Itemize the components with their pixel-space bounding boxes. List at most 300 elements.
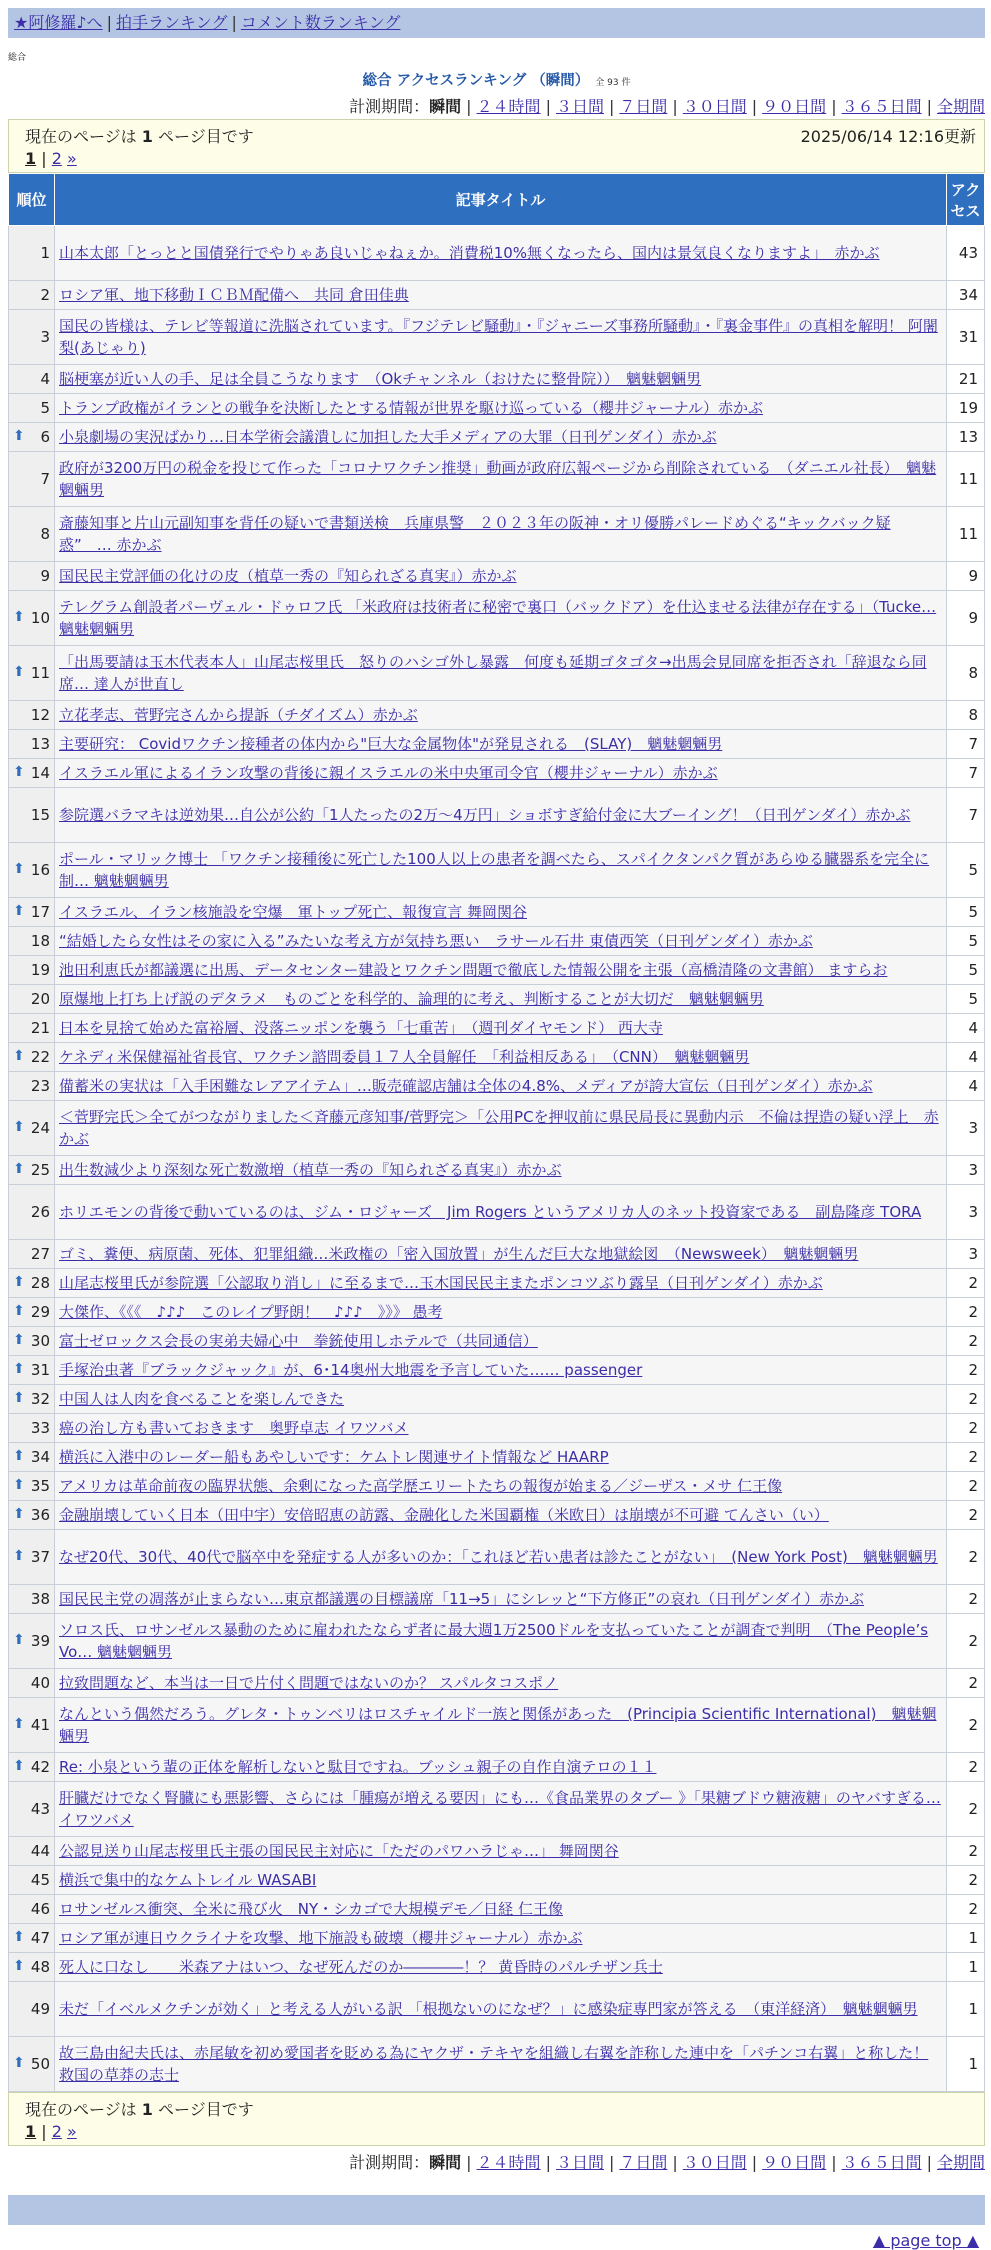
rank-number: 49 bbox=[30, 2000, 50, 2018]
rank-cell bbox=[9, 226, 55, 281]
article-link[interactable]: 政府が3200万円の税金を投じて作った「コロナワクチン推奨」動画が政府広報ページから削除されている （ダニエル社長） 魑魅魍魎男 bbox=[59, 459, 937, 499]
rank-cell bbox=[9, 310, 55, 365]
table-row bbox=[9, 423, 985, 452]
period-option-top-1[interactable]: ３日間 bbox=[555, 97, 604, 116]
page-title: 総合 アクセスランキング （瞬間） bbox=[362, 73, 590, 89]
period-label: 計測期間： bbox=[349, 97, 430, 116]
period-option-top-4[interactable]: ９０日間 bbox=[762, 97, 827, 116]
article-link[interactable]: 横浜で集中的なケムトレイル WASABI bbox=[59, 1871, 317, 1889]
table-row bbox=[9, 1501, 985, 1530]
title-cell bbox=[55, 310, 947, 365]
rank-number: 9 bbox=[40, 567, 50, 585]
total-count: 全 93 件 bbox=[595, 78, 631, 88]
title-cell bbox=[55, 394, 947, 423]
article-link[interactable]: ポール・マリック博士 「ワクチン接種後に死亡した100人以上の患者を調べたら、スパイクタンパク質があらゆる臓器系を完全に制… 魑魅魍魎男 bbox=[59, 850, 930, 890]
article-link[interactable]: ケネディ米保健福祉省長官、ワクチン諮問委員１７人全員解任 「利益相反ある」 （CNN） 魑魅魍魎男 bbox=[59, 1048, 750, 1066]
table-row bbox=[9, 1298, 985, 1327]
rank-cell bbox=[9, 1443, 55, 1472]
period-option-top-3[interactable]: ３０日間 bbox=[682, 97, 747, 116]
table-row bbox=[9, 1185, 985, 1240]
article-link[interactable]: 参院選バラマキは逆効果…自公が公約「1人たったの2万～4万円」ショボすぎ給付金に大ブーイング！（日刊ゲンダイ）赤かぶ bbox=[59, 806, 911, 824]
table-row bbox=[9, 1240, 985, 1269]
period-separator: | bbox=[926, 97, 932, 116]
table-row bbox=[9, 1472, 985, 1501]
article-link[interactable]: 原爆地上打ち上げ説のデタラメ ものごとを科学的、論理的に考え、判断することが大切だ 魑魅魍魎男 bbox=[59, 990, 764, 1008]
title-cell bbox=[55, 452, 947, 507]
article-link[interactable]: イスラエル、イラン核施設を空爆 軍トップ死亡、報復宣言 舞岡関谷 bbox=[59, 903, 527, 921]
pager-page-link[interactable]: 2 bbox=[51, 149, 62, 168]
article-link[interactable]: 備蓄米の実状は「入手困難なレアアイテム」…販売確認店舗は全体の4.8%、メディアが誇大宣伝（日刊ゲンダイ）赤かぶ bbox=[59, 1077, 873, 1095]
rank-cell bbox=[9, 507, 55, 562]
access-count: 8 bbox=[947, 701, 985, 730]
rank-cell bbox=[9, 701, 55, 730]
period-option-top-5[interactable]: ３６５日間 bbox=[841, 97, 922, 116]
access-count: 3 bbox=[947, 1101, 985, 1156]
article-link[interactable]: 国民民主党の凋落が止まらない…東京都議選の目標議席「11→5」にシレッと“下方修正”の哀れ（日刊ゲンダイ）赤かぶ bbox=[59, 1590, 865, 1608]
rank-number: 32 bbox=[30, 1390, 50, 1408]
period-separator: | bbox=[466, 2153, 472, 2172]
rank-cell bbox=[9, 1385, 55, 1414]
rank-number: 29 bbox=[30, 1303, 50, 1321]
rank-number: 25 bbox=[30, 1161, 50, 1179]
article-link[interactable]: テレグラム創設者パーヴェル・ドゥロフ氏 「米政府は技術者に秘密で裏口（バックドア）を仕込ませる法律が存在する」（Tucke… 魑魅魍魎男 bbox=[59, 598, 937, 638]
article-link[interactable]: 中国人は人肉を食べることを楽しんできた bbox=[59, 1390, 345, 1408]
table-row bbox=[9, 1443, 985, 1472]
ranking-table bbox=[8, 173, 985, 2092]
title-cell bbox=[55, 1101, 947, 1156]
period-label: 計測期間： bbox=[349, 2153, 430, 2172]
access-count: 1 bbox=[947, 1953, 985, 1982]
article-link[interactable]: 立花孝志、菅野完さんから提訴（チダイズム）赤かぶ bbox=[59, 706, 418, 724]
access-count: 1 bbox=[947, 1924, 985, 1953]
table-row bbox=[9, 1014, 985, 1043]
access-count: 13 bbox=[947, 423, 985, 452]
page-top-link[interactable]: ▲ page top ▲ bbox=[872, 2231, 979, 2250]
pager bbox=[25, 2122, 968, 2141]
article-link[interactable]: 国民の皆様は、テレビ等報道に洗脳されています。『フジテレビ騒動』・『ジャニーズ事務所騒動』・『裏金事件』の真相を解明！ 阿闍梨(あじゃり) bbox=[59, 317, 938, 357]
rank-number: 45 bbox=[30, 1871, 50, 1889]
table-row bbox=[9, 1614, 985, 1669]
access-count: 2 bbox=[947, 1443, 985, 1472]
article-link[interactable]: 癌の治し方も書いておきます 奥野卓志 イワツバメ bbox=[59, 1419, 409, 1437]
title-cell bbox=[55, 1185, 947, 1240]
article-link[interactable]: 横浜に入港中のレーダー船もあやしいです：ケムトレ関連サイト情報など HAARP bbox=[59, 1448, 609, 1466]
table-row bbox=[9, 1385, 985, 1414]
period-separator: | bbox=[926, 2153, 932, 2172]
access-count: 2 bbox=[947, 1614, 985, 1669]
rank-cell bbox=[9, 1269, 55, 1298]
nav-separator: | bbox=[106, 13, 112, 32]
table-row bbox=[9, 452, 985, 507]
period-option-bottom-2[interactable]: ７日間 bbox=[619, 2153, 668, 2172]
period-current: 瞬間 bbox=[429, 2153, 462, 2172]
rank-up-arrow-icon: ⬆ bbox=[13, 1958, 25, 1974]
access-count: 2 bbox=[947, 1585, 985, 1614]
access-count: 11 bbox=[947, 507, 985, 562]
period-separator: | bbox=[751, 97, 758, 116]
rank-number: 3 bbox=[40, 328, 50, 346]
table-row bbox=[9, 1924, 985, 1953]
access-count: 1 bbox=[947, 2037, 985, 2092]
rank-up-arrow-icon: ⬆ bbox=[13, 1361, 25, 1377]
rank-cell bbox=[9, 423, 55, 452]
access-count: 2 bbox=[947, 1385, 985, 1414]
access-count: 11 bbox=[947, 452, 985, 507]
access-count: 3 bbox=[947, 1240, 985, 1269]
article-link[interactable]: 拉致問題など、本当は一日で片付く問題ではないのか？ スパルタコスポノ bbox=[59, 1674, 559, 1692]
article-link[interactable]: 公認見送り山尾志桜里氏主張の国民民主対応に「ただのパワハラじゃ…」 舞岡関谷 bbox=[59, 1842, 619, 1860]
rank-number: 48 bbox=[30, 1958, 50, 1976]
table-row bbox=[9, 394, 985, 423]
rank-cell bbox=[9, 646, 55, 701]
rank-number: 36 bbox=[30, 1506, 50, 1524]
title-cell bbox=[55, 1385, 947, 1414]
rank-cell bbox=[9, 1982, 55, 2037]
rank-up-arrow-icon: ⬆ bbox=[13, 1506, 25, 1522]
current-page-number: 1 bbox=[141, 127, 153, 146]
top-nav-bar bbox=[8, 8, 985, 38]
title-cell bbox=[55, 1782, 947, 1837]
period-option-bottom-1[interactable]: ３日間 bbox=[555, 2153, 604, 2172]
rank-number: 34 bbox=[30, 1448, 50, 1466]
access-count: 4 bbox=[947, 1072, 985, 1101]
pager-current-page: 1 bbox=[25, 149, 37, 168]
access-count: 8 bbox=[947, 646, 985, 701]
period-separator: | bbox=[672, 2153, 678, 2172]
period-selector-bottom bbox=[8, 2150, 985, 2173]
rank-up-arrow-icon: ⬆ bbox=[13, 664, 25, 680]
pager-next-link[interactable]: » bbox=[66, 149, 77, 168]
rank-number: 35 bbox=[30, 1477, 50, 1495]
rank-number: 46 bbox=[30, 1900, 50, 1918]
article-link[interactable]: 国民民主党評価の化けの皮（植草一秀の『知られざる真実』）赤かぶ bbox=[59, 567, 517, 585]
access-count: 21 bbox=[947, 365, 985, 394]
rank-number: 8 bbox=[40, 525, 50, 543]
access-count: 19 bbox=[947, 394, 985, 423]
rank-up-arrow-icon: ⬆ bbox=[13, 1758, 25, 1774]
title-cell bbox=[55, 1414, 947, 1443]
access-count: 9 bbox=[947, 562, 985, 591]
updated-timestamp: 2025/06/14 12:16更新 bbox=[800, 127, 976, 146]
pager-next-link[interactable]: » bbox=[66, 2122, 77, 2141]
period-option-bottom-5[interactable]: ３６５日間 bbox=[841, 2153, 922, 2172]
article-link[interactable]: 池田利恵氏が都議選に出馬、データセンター建設とワクチン問題で徹底した情報公開を主張（高橋清隆の文書館） ますらお bbox=[59, 961, 888, 979]
access-count: 2 bbox=[947, 1669, 985, 1698]
access-count: 2 bbox=[947, 1472, 985, 1501]
table-row bbox=[9, 1669, 985, 1698]
table-row bbox=[9, 1753, 985, 1782]
page-info-bottom bbox=[8, 2092, 985, 2146]
rank-cell bbox=[9, 898, 55, 927]
rank-number: 1 bbox=[40, 244, 50, 262]
table-row bbox=[9, 562, 985, 591]
rank-cell bbox=[9, 1753, 55, 1782]
period-separator: | bbox=[831, 2153, 837, 2172]
title-cell bbox=[55, 591, 947, 646]
article-link[interactable]: 脳梗塞が近い人の手、足は全員こうなります （Okチャンネル（おけたに整骨院）） 魑魅魍魎男 bbox=[59, 370, 702, 388]
current-page-prefix: 現在のページは bbox=[25, 127, 137, 146]
rank-up-arrow-icon: ⬆ bbox=[13, 764, 25, 780]
title-cell bbox=[55, 646, 947, 701]
rank-cell bbox=[9, 1014, 55, 1043]
rank-cell bbox=[9, 1501, 55, 1530]
table-row bbox=[9, 1953, 985, 1982]
article-link[interactable]: 富士ゼロックス会長の実弟夫婦心中 拳銃使用しホテルで（共同通信） bbox=[59, 1332, 538, 1350]
pager-separator: | bbox=[36, 2122, 52, 2141]
clap-ranking-link[interactable]: 拍手ランキング bbox=[115, 13, 228, 32]
period-option-top-6[interactable]: 全期間 bbox=[936, 97, 985, 116]
title-cell bbox=[55, 927, 947, 956]
rank-header: 順位 bbox=[9, 174, 55, 226]
article-link[interactable]: 山本太郎「とっとと国債発行でやりゃあ良いじゃねぇか。消費税10%無くなったら、国内は景気良くなりますよ」 赤かぶ bbox=[59, 244, 880, 262]
access-count: 2 bbox=[947, 1327, 985, 1356]
rank-number: 50 bbox=[30, 2055, 50, 2073]
article-link[interactable]: 故三島由紀夫氏は、赤尾敏を初め愛国者を貶める為にヤクザ・テキヤを組織し右翼を詐称した連中を「パチンコ右翼」と称した！ 救国の草莽の志士 bbox=[59, 2044, 929, 2084]
access-count: 2 bbox=[947, 1866, 985, 1895]
rank-cell bbox=[9, 730, 55, 759]
current-page-number: 1 bbox=[141, 2100, 153, 2119]
rank-number: 31 bbox=[30, 1361, 50, 1379]
title-cell bbox=[55, 898, 947, 927]
title-cell bbox=[55, 1443, 947, 1472]
access-count: 7 bbox=[947, 759, 985, 788]
title-cell bbox=[55, 1530, 947, 1585]
title-cell bbox=[55, 1866, 947, 1895]
period-option-bottom-4[interactable]: ９０日間 bbox=[762, 2153, 827, 2172]
period-selector-top bbox=[8, 94, 985, 117]
rank-number: 37 bbox=[30, 1548, 50, 1566]
title-cell bbox=[55, 1043, 947, 1072]
rank-number: 44 bbox=[30, 1842, 50, 1860]
title-cell bbox=[55, 1953, 947, 1982]
rank-number: 26 bbox=[30, 1203, 50, 1221]
table-row bbox=[9, 1072, 985, 1101]
table-row bbox=[9, 1866, 985, 1895]
table-row bbox=[9, 1895, 985, 1924]
access-count: 2 bbox=[947, 1782, 985, 1837]
rank-up-arrow-icon: ⬆ bbox=[13, 1390, 25, 1406]
rank-number: 27 bbox=[30, 1245, 50, 1263]
rank-number: 42 bbox=[30, 1758, 50, 1776]
article-link[interactable]: なんという偶然だろう。グレタ・トゥンベリはロスチャイルド一族と関係があった (Principia Scientific International) 魑魅魍魎男 bbox=[59, 1705, 937, 1745]
period-option-bottom-0[interactable]: ２４時間 bbox=[476, 2153, 541, 2172]
rank-up-arrow-icon: ⬆ bbox=[13, 1448, 25, 1464]
table-row bbox=[9, 281, 985, 310]
access-count: 2 bbox=[947, 1895, 985, 1924]
rank-cell bbox=[9, 1866, 55, 1895]
table-row bbox=[9, 1269, 985, 1298]
period-separator: | bbox=[608, 97, 615, 116]
article-link[interactable]: 未だ「イベルメクチンが効く」と考える人がいる訳 「根拠ないのになぜ？」に感染症専門家が答える （東洋経済） 魑魅魍魎男 bbox=[59, 2000, 918, 2018]
access-count: 2 bbox=[947, 1837, 985, 1866]
rank-number: 14 bbox=[30, 764, 50, 782]
article-link[interactable]: イスラエル軍によるイラン攻撃の背後に親イスラエルの米中央軍司令官（櫻井ジャーナル）赤かぶ bbox=[59, 764, 718, 782]
rank-cell bbox=[9, 759, 55, 788]
rank-cell bbox=[9, 1356, 55, 1385]
article-link[interactable]: ゴミ、糞便、病原菌、死体、犯罪組織…米政権の「密入国放置」が生んだ巨大な地獄絵図 （Newsweek） 魑魅魍魎男 bbox=[59, 1245, 859, 1263]
article-link[interactable]: なぜ20代、30代、40代で脳卒中を発症する人が多いのか：「これほど若い患者は診たことがない」 (New York Post) 魑魅魍魎男 bbox=[59, 1548, 938, 1566]
table-row bbox=[9, 1782, 985, 1837]
period-separator: | bbox=[672, 97, 678, 116]
period-option-top-2[interactable]: ７日間 bbox=[619, 97, 668, 116]
access-count: 2 bbox=[947, 1501, 985, 1530]
rank-cell bbox=[9, 1669, 55, 1698]
title-cell bbox=[55, 1472, 947, 1501]
article-link[interactable]: “結婚したら女性はその家に入る”みたいな考え方が気持ち悪い ラサール石井 東債西笑（日刊ゲンダイ）赤かぶ bbox=[59, 932, 813, 950]
article-link[interactable]: 出生数減少より深刻な死亡数激増（植草一秀の『知られざる真実』）赤かぶ bbox=[59, 1161, 562, 1179]
rank-number: 10 bbox=[30, 609, 50, 627]
article-link[interactable]: 日本を見捨て始めた富裕層、没落ニッポンを襲う「七重苦」 （週刊ダイヤモンド） 西大寺 bbox=[59, 1019, 663, 1037]
current-page-line bbox=[25, 2097, 968, 2120]
article-link[interactable]: ソロス氏、ロサンゼルス暴動のために雇われたならず者に最大週1万2500ドルを支払っていたことが調査で判明 （The People’s Vo… 魑魅魍魎男 bbox=[59, 1621, 929, 1661]
title-cell bbox=[55, 1614, 947, 1669]
rank-number: 4 bbox=[40, 370, 50, 388]
title-cell bbox=[55, 1585, 947, 1614]
rank-number: 38 bbox=[30, 1590, 50, 1608]
article-link[interactable]: 「出馬要請は玉木代表本人」山尾志桜里氏 怒りのハシゴ外し暴露 何度も延期ゴタゴタ→出馬会見同席を拒否され「辞退なら同席… 達人が世直し bbox=[59, 653, 927, 693]
title-cell bbox=[55, 1298, 947, 1327]
rank-cell bbox=[9, 591, 55, 646]
period-separator: | bbox=[608, 2153, 615, 2172]
page-title-line bbox=[8, 69, 985, 90]
title-cell bbox=[55, 1669, 947, 1698]
title-cell bbox=[55, 1327, 947, 1356]
article-link[interactable]: アメリカは革命前夜の臨界状態、余剰になった高学歴エリートたちの報復が始まる／ジーザス・メサ 仁王像 bbox=[59, 1477, 783, 1495]
table-row bbox=[9, 1327, 985, 1356]
article-link[interactable]: ホリエモンの背後で動いているのは、ジム・ロジャーズ Jim Rogers というアメリカ人のネット投資家である 副島隆彦 TORA bbox=[59, 1203, 922, 1221]
article-link[interactable]: ロサンゼルス衝突、全米に飛び火 NY・シカゴで大規模デモ／日経 仁王像 bbox=[59, 1900, 563, 1918]
article-link[interactable]: 斎藤知事と片山元副知事を背任の疑いで書類送検 兵庫県警 ２０２３年の阪神・オリ優勝パレードめぐる“キックバック疑惑” … 赤かぶ bbox=[59, 514, 891, 554]
rank-cell bbox=[9, 452, 55, 507]
rank-number: 19 bbox=[30, 961, 50, 979]
table-row bbox=[9, 701, 985, 730]
rank-cell bbox=[9, 1472, 55, 1501]
access-count: 7 bbox=[947, 730, 985, 759]
rank-number: 39 bbox=[30, 1632, 50, 1650]
article-link[interactable]: トランプ政権がイランとの戦争を決断したとする情報が世界を駆け巡っている（櫻井ジャーナル）赤かぶ bbox=[59, 399, 763, 417]
rank-number: 41 bbox=[30, 1716, 50, 1734]
title-cell bbox=[55, 788, 947, 843]
access-header: アクセス bbox=[947, 174, 985, 226]
rank-up-arrow-icon: ⬆ bbox=[13, 1477, 25, 1493]
table-row bbox=[9, 591, 985, 646]
table-row bbox=[9, 788, 985, 843]
rank-number: 5 bbox=[40, 399, 50, 417]
title-cell bbox=[55, 1698, 947, 1753]
rank-number: 40 bbox=[30, 1674, 50, 1692]
access-count: 2 bbox=[947, 1269, 985, 1298]
pager-separator: | bbox=[36, 149, 52, 168]
period-separator: | bbox=[545, 97, 551, 116]
table-row bbox=[9, 730, 985, 759]
title-cell bbox=[55, 1356, 947, 1385]
rank-up-arrow-icon: ⬆ bbox=[13, 1548, 25, 1564]
table-row bbox=[9, 646, 985, 701]
rank-number: 18 bbox=[30, 932, 50, 950]
rank-cell bbox=[9, 1924, 55, 1953]
title-cell bbox=[55, 226, 947, 281]
access-count: 2 bbox=[947, 1530, 985, 1585]
title-header: 記事タイトル bbox=[55, 174, 947, 226]
article-link[interactable]: ロシア軍、地下移動ＩＣＢＭ配備へ 共同 倉田佳典 bbox=[59, 286, 409, 304]
pager-current-page: 1 bbox=[25, 2122, 37, 2141]
title-cell bbox=[55, 1837, 947, 1866]
article-link[interactable]: ロシア軍が連日ウクライナを攻撃、地下施設も破壊（櫻井ジャーナル）赤かぶ bbox=[59, 1929, 583, 1947]
rank-cell bbox=[9, 1585, 55, 1614]
table-row bbox=[9, 985, 985, 1014]
period-option-bottom-3[interactable]: ３０日間 bbox=[682, 2153, 747, 2172]
article-link[interactable]: 小泉劇場の実況ばかり…日本学術会議潰しに加担した大手メディアの大罪（日刊ゲンダイ）赤かぶ bbox=[59, 428, 717, 446]
rank-number: 30 bbox=[30, 1332, 50, 1350]
rank-up-arrow-icon: ⬆ bbox=[13, 861, 25, 877]
article-link[interactable]: 金融崩壊していく日本（田中宇）安倍昭恵の訪露、金融化した米国覇権（米欧日）は崩壊が不可避 てんさい（い） bbox=[59, 1506, 829, 1524]
rank-up-arrow-icon: ⬆ bbox=[13, 1716, 25, 1732]
rank-cell bbox=[9, 562, 55, 591]
rank-number: 24 bbox=[30, 1119, 50, 1137]
article-link[interactable]: 肝臓だけでなく腎臓にも悪影響、さらには「腫瘍が増える要因」にも…《食品業界のタブー 》「果糖ブドウ糖液糖」のヤバすぎる… イワツバメ bbox=[59, 1789, 941, 1829]
rank-cell bbox=[9, 1072, 55, 1101]
rank-cell bbox=[9, 1414, 55, 1443]
ranking-body bbox=[9, 226, 985, 2092]
rank-number: 23 bbox=[30, 1077, 50, 1095]
home-link[interactable]: ★阿修羅♪へ bbox=[14, 13, 103, 32]
access-count: 2 bbox=[947, 1698, 985, 1753]
rank-number: 11 bbox=[30, 664, 50, 682]
rank-number: 28 bbox=[30, 1274, 50, 1292]
article-link[interactable]: Re: 小泉という輩の正体を解析しないと駄目ですね。ブッシュ親子の自作自演テロの１１ bbox=[59, 1758, 657, 1776]
table-row bbox=[9, 365, 985, 394]
rank-cell bbox=[9, 1614, 55, 1669]
title-cell bbox=[55, 956, 947, 985]
rank-cell bbox=[9, 394, 55, 423]
table-row bbox=[9, 1356, 985, 1385]
category-label: 総合 bbox=[8, 53, 27, 63]
title-cell bbox=[55, 1895, 947, 1924]
comment-ranking-link[interactable]: コメント数ランキング bbox=[240, 13, 401, 32]
rank-up-arrow-icon: ⬆ bbox=[13, 1632, 25, 1648]
table-row bbox=[9, 2037, 985, 2092]
period-separator: | bbox=[751, 2153, 758, 2172]
rank-cell bbox=[9, 1043, 55, 1072]
access-count: 5 bbox=[947, 985, 985, 1014]
table-row bbox=[9, 507, 985, 562]
rank-cell bbox=[9, 1185, 55, 1240]
access-count: 2 bbox=[947, 1414, 985, 1443]
rank-number: 12 bbox=[30, 706, 50, 724]
pager-page-link[interactable]: 2 bbox=[51, 2122, 62, 2141]
article-link[interactable]: ＜菅野完氏＞全てがつながりました＜斉藤元彦知事/菅野完＞「公用PCを押収前に県民局長に異動内示 不倫は捏造の疑い浮上 赤かぶ bbox=[59, 1108, 939, 1148]
article-link[interactable]: 大傑作、《《《 ♪♪♪ このレイプ野朗！ ♪♪♪ 》》》 愚考 bbox=[59, 1303, 443, 1321]
period-option-top-0[interactable]: ２４時間 bbox=[476, 97, 541, 116]
title-cell bbox=[55, 1924, 947, 1953]
rank-up-arrow-icon: ⬆ bbox=[13, 903, 25, 919]
article-link[interactable]: 山尾志桜里氏が参院選「公認取り消し」に至るまで…玉木国民民主またポンコツぶり露呈（日刊ゲンダイ）赤かぶ bbox=[59, 1274, 823, 1292]
rank-up-arrow-icon: ⬆ bbox=[13, 1929, 25, 1945]
table-row bbox=[9, 898, 985, 927]
title-cell bbox=[55, 985, 947, 1014]
access-count: 2 bbox=[947, 1298, 985, 1327]
article-link[interactable]: 死人に口なし 米森アナはいつ、なぜ死んだのか――――！？ 黄昏時のパルチザン兵士 bbox=[59, 1958, 663, 1976]
rank-cell bbox=[9, 1156, 55, 1185]
article-link[interactable]: 手塚治虫著『ブラックジャック』が、6･14奥州大地震を予言していた…… passenger bbox=[59, 1361, 643, 1379]
rank-cell bbox=[9, 1837, 55, 1866]
article-link[interactable]: 主要研究： Covidワクチン接種者の体内から"巨大な金属物体"が発見される (SLAY) 魑魅魍魎男 bbox=[59, 735, 723, 753]
period-option-bottom-6[interactable]: 全期間 bbox=[936, 2153, 985, 2172]
current-page-suffix: ページ目です bbox=[158, 2100, 254, 2119]
access-count: 2 bbox=[947, 1356, 985, 1385]
period-separator: | bbox=[831, 97, 837, 116]
rank-cell bbox=[9, 1327, 55, 1356]
